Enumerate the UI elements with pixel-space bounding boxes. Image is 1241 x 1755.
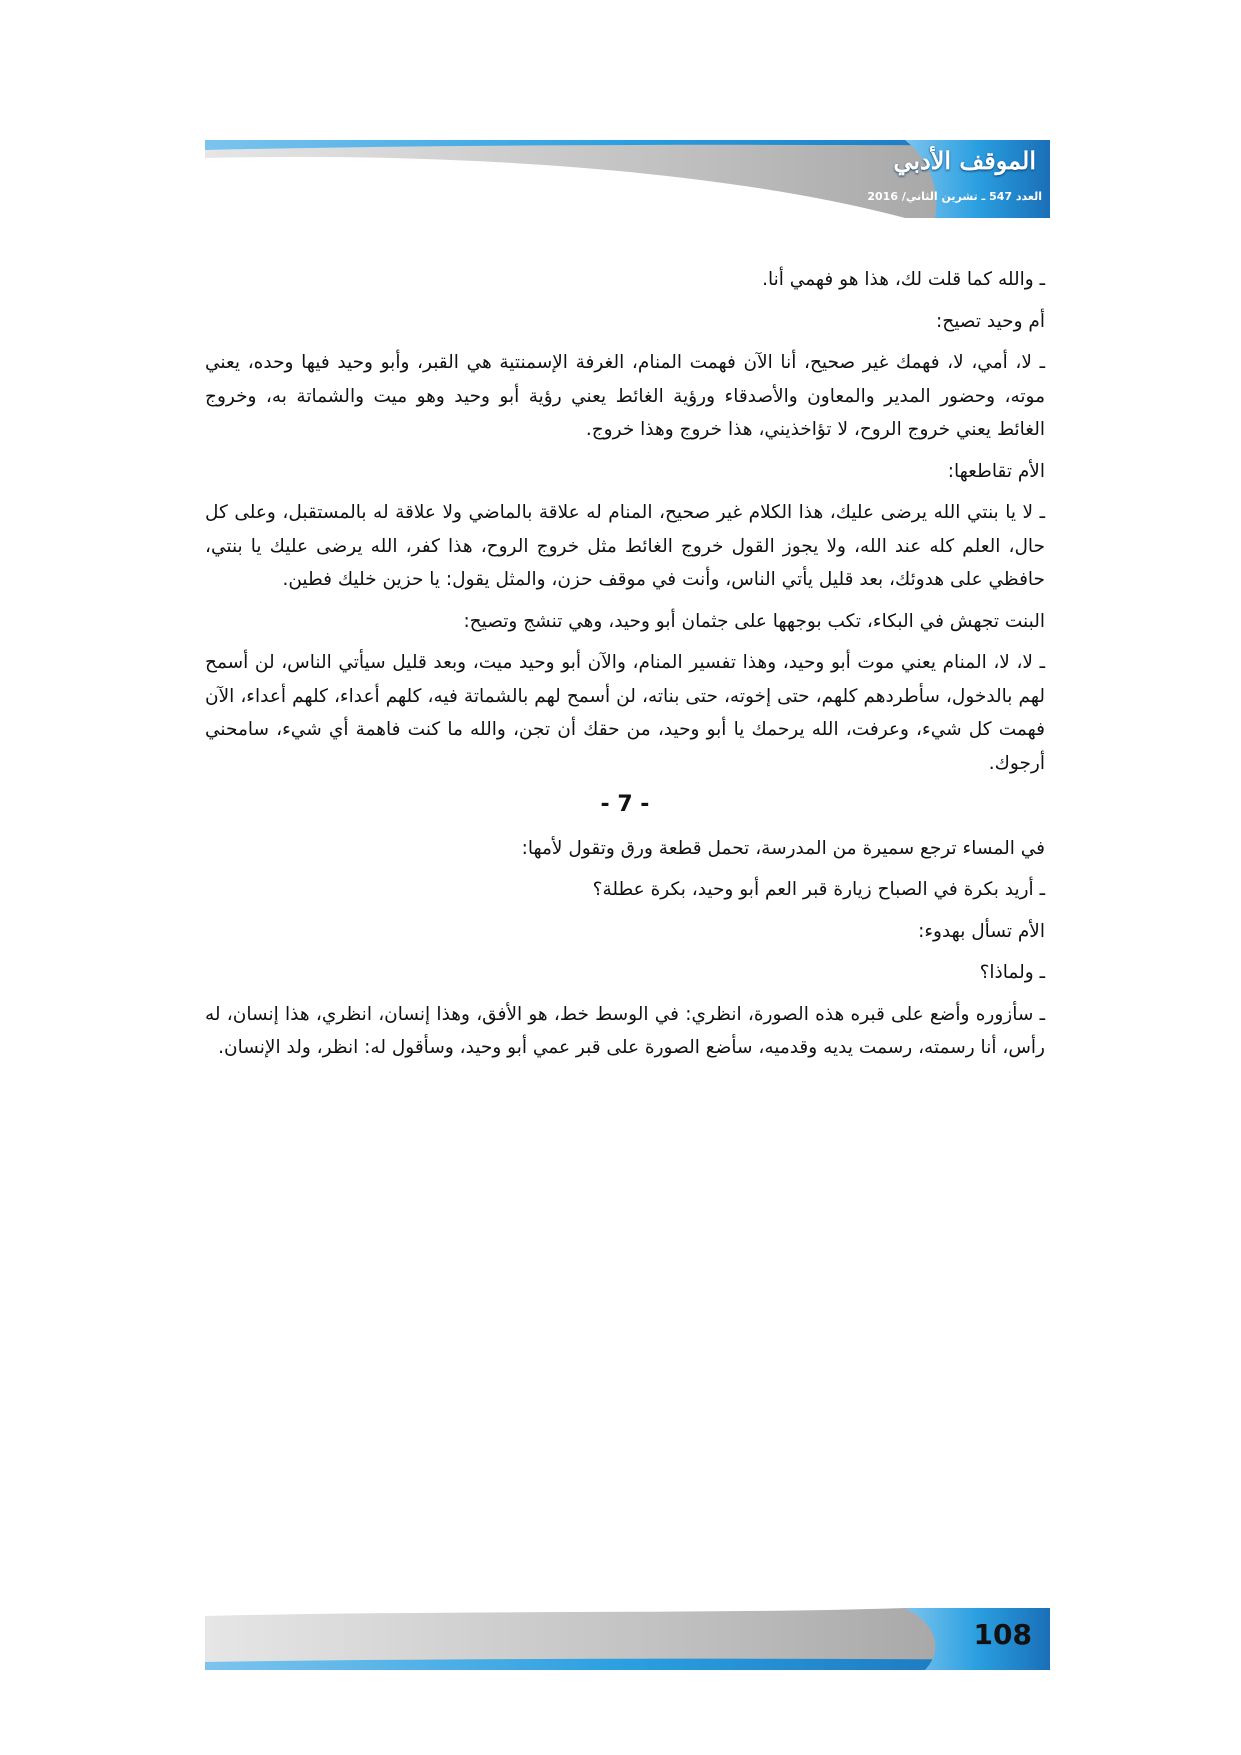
page-number: 108 xyxy=(973,1618,1032,1651)
footer-swoosh-graphic xyxy=(205,1608,1050,1670)
magazine-logo: الموقف الأدبي xyxy=(893,146,1036,175)
paragraph: ـ سأزوره وأضع على قبره هذه الصورة، انظري: في الوسط خط، هو الأفق، وهذا إنسان، انظري، هذا إنسان، له رأس، أنا رسمته، رسمت يديه وقدميه، سأضع الصورة على قبر عمي أبو وحيد، وسأقول له: انظر، ولد الإنسان. xyxy=(205,1003,1045,1058)
paragraph: الأم تسأل بهدوء: xyxy=(918,920,1045,942)
section-number-label: - 7 - xyxy=(600,792,650,817)
paragraph: ـ لا، أمي، لا، فهمك غير صحيح، أنا الآن فهمت المنام، الغرفة الإسمنتية هي القبر، وأبو وحيد فيها وحده، يعني موته، وحضور المدير والمعاون والأصدقاء ورؤية الغائط يعني رؤية أبو وحيد وهو ميت والشماتة به، وخروج الغائط يعني خروج الروح، لا تؤاخذيني، هذا خروج وهذا خروج. xyxy=(205,352,1045,440)
page-header xyxy=(205,140,1050,218)
paragraph: ـ والله كما قلت لك، هذا هو فهمي أنا. xyxy=(762,269,1045,290)
page-footer xyxy=(205,1608,1050,1670)
paragraph: أم وحيد تصيح: xyxy=(936,310,1045,332)
paragraph: ـ ولماذا؟ xyxy=(979,962,1045,983)
paragraph: الأم تقاطعها: xyxy=(947,460,1045,482)
paragraph: في المساء ترجع سميرة من المدرسة، تحمل قطعة ورق وتقول لأمها: xyxy=(521,837,1045,859)
paragraph: ـ لا يا بنتي الله يرضى عليك، هذا الكلام غير صحيح، المنام له علاقة بالماضي ولا علاقة له بالمستقبل، وعلى كل حال، العلم كله عند الله، ولا يجوز القول خروج الغائط مثل خروج الروح، هذا كفر، الله يرضى عليك يا بنتي، حافظي على هدوئك، بعد قليل يأتي الناس، وأنت في موقف حزن، والمثل يقول: يا حزين خليك فطين. xyxy=(205,502,1045,590)
paragraph: ـ أريد بكرة في الصباح زيارة قبر العم أبو وحيد، بكرة عطلة؟ xyxy=(592,879,1045,900)
section-number xyxy=(205,788,1045,822)
article-body xyxy=(205,263,1045,1073)
paragraph: ـ لا، لا، المنام يعني موت أبو وحيد، وهذا تفسير المنام، والآن أبو وحيد ميت، وبعد قليل سيأتي الناس، لن أسمح لهم بالدخول، سأطردهم كلهم، حتى إخوته، حتى بناته، لن أسمح لهم بالشماتة فيه، كلهم أعداء، كلهم أعداء، الآن فهمت كل شيء، وعرفت، الله يرحمك يا أبو وحيد، من حقك أن تجن، والله ما كنت فاهمة أي شيء، سامحني أرجوك. xyxy=(205,652,1045,774)
paragraph: البنت تجهش في البكاء، تكب بوجهها على جثمان أبو وحيد، وهي تنشج وتصيح: xyxy=(463,610,1045,632)
issue-info: العدد 547 ـ تشرين الثاني/ 2016 xyxy=(867,190,1042,203)
